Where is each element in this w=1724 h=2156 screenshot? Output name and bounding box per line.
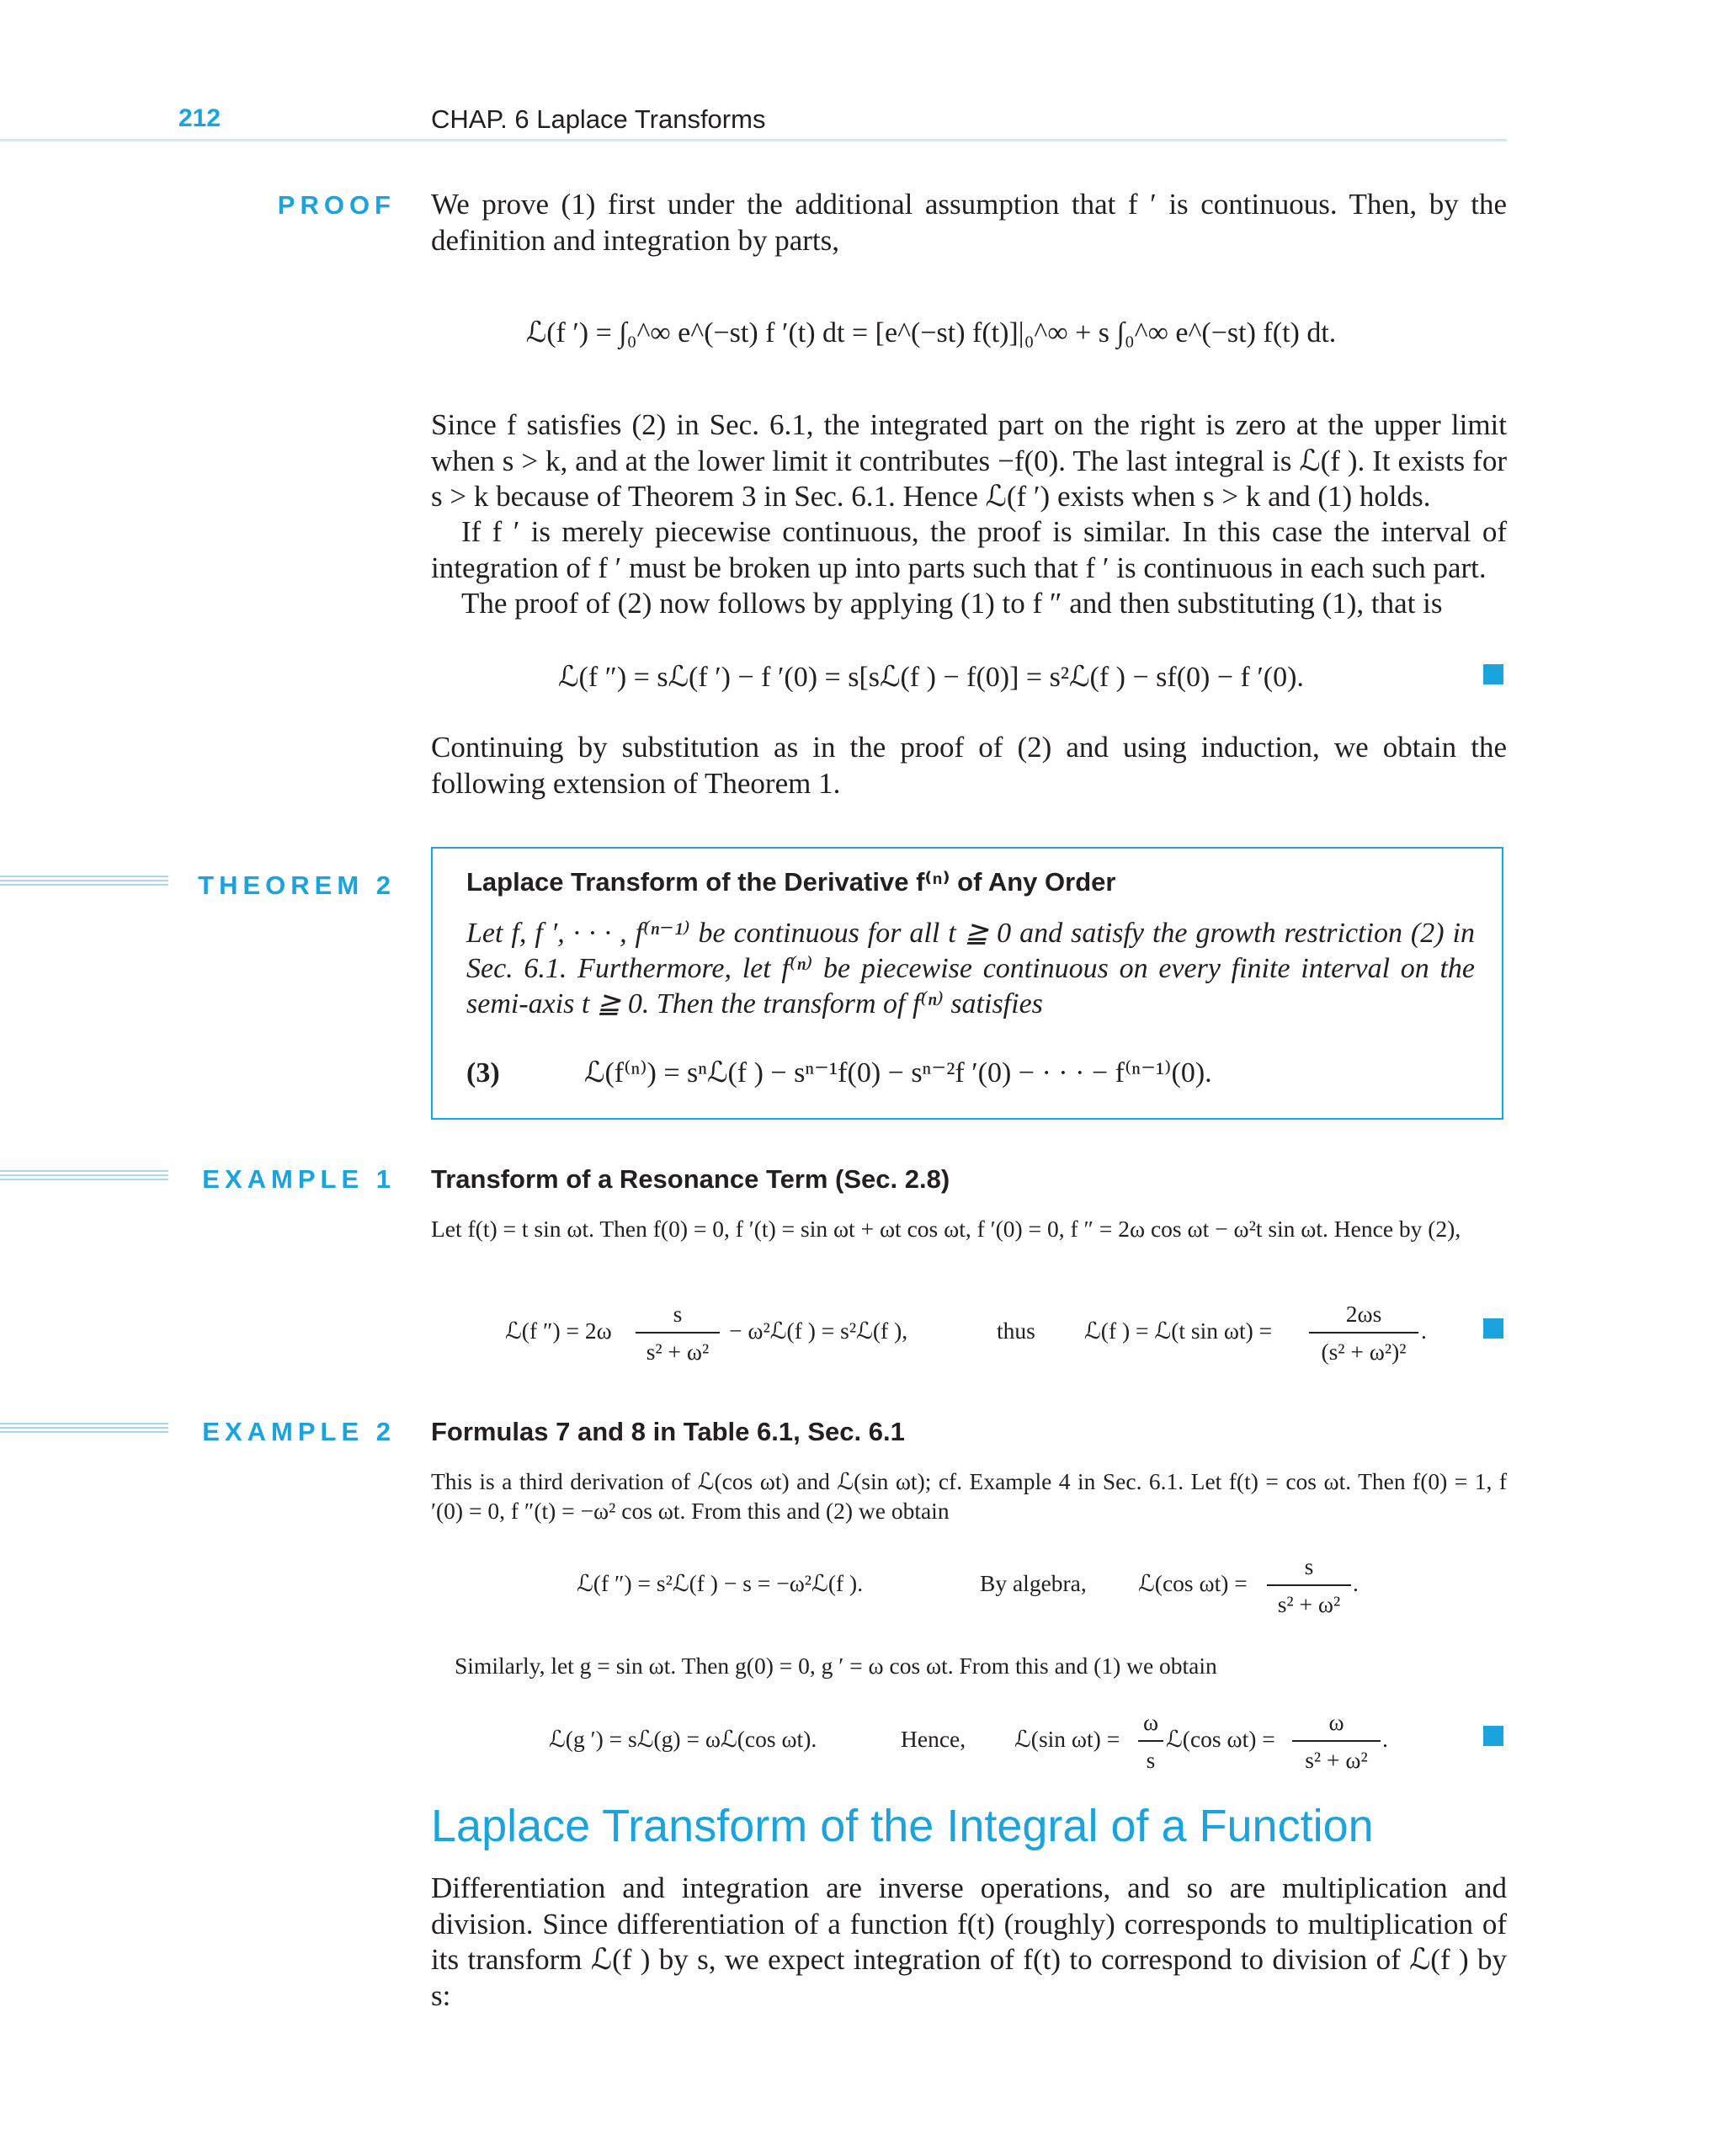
example2-eq2-left: ℒ(g ′) = sℒ(g) = ωℒ(cos ωt). — [549, 1726, 817, 1752]
example2-eq2-right2: ℒ(cos ωt) = — [1166, 1726, 1275, 1752]
qed-square — [1483, 664, 1503, 684]
qed-square — [1483, 1726, 1503, 1746]
fraction-bar — [1138, 1740, 1163, 1742]
example2-frac3-num: ω — [1328, 1709, 1344, 1735]
example2-eq1-mid: By algebra, — [980, 1570, 1087, 1596]
example1-title: Transform of a Resonance Term (Sec. 2.8) — [431, 1164, 950, 1194]
example2-eq1-right: ℒ(cos ωt) = — [1138, 1570, 1248, 1596]
example1-eq-mid: − ω²ℒ(f ) = s²ℒ(f ), — [729, 1318, 908, 1344]
example1-text: Let f(t) = t sin ωt. Then f(0) = 0, f ′(t) = sin ωt + ωt cos ωt, f ′(0) = 0, f ″ = 2ω cos ωt − ω²t sin ωt. Hence by (2), — [431, 1216, 1461, 1242]
example1-thus: thus — [997, 1318, 1035, 1344]
theorem-equation: ℒ(f⁽ⁿ⁾) = sⁿℒ(f ) − sⁿ⁻¹f(0) − sⁿ⁻²f ′(0) − · · · − f⁽ⁿ⁻¹⁾(0). — [584, 1057, 1212, 1089]
theorem-title: Laplace Transform of the Derivative f⁽ⁿ⁾ of Any Order — [466, 867, 1116, 897]
example2-text2: Similarly, let g = sin ωt. Then g(0) = 0, g ′ = ω cos ωt. From this and (1) we obtain — [455, 1653, 1217, 1679]
header-rule — [0, 139, 1507, 141]
example1-eq-left: ℒ(f ″) = 2ω — [505, 1318, 612, 1344]
example1-frac2-num: 2ωs — [1345, 1301, 1382, 1327]
example1-eq-end: . — [1421, 1318, 1427, 1344]
continuation-paragraph: Continuing by substitution as in the proof of (2) and using induction, we obtain the following extension of Theorem 1. — [431, 731, 1507, 800]
example2-frac2-num: ω — [1142, 1709, 1159, 1735]
example2-frac3-den: s² + ω² — [1305, 1747, 1368, 1773]
example1-label: EXAMPLE 1 — [168, 1164, 396, 1195]
proof-equation-2: ℒ(f ″) = sℒ(f ′) − f ′(0) = s[sℒ(f ) − f(0)] = s²ℒ(f ) − sf(0) − f ′(0). — [558, 662, 1304, 693]
example2-frac1-num: s — [1304, 1553, 1314, 1579]
example2-text: This is a third derivation of ℒ(cos ωt) and ℒ(sin ωt); cf. Example 4 in Sec. 6.1. Let f(t) = cos ωt. Then f(0) = 1, f ′(0) = 0, f ″(t) = −ω² cos ωt. From this and (2) we obtain — [431, 1468, 1507, 1524]
example1-frac2-den: (s² + ω²)² — [1321, 1339, 1407, 1365]
page-number: 212 — [178, 104, 221, 132]
example1-eq-right: ℒ(f ) = ℒ(t sin ωt) = — [1084, 1318, 1273, 1344]
fraction-bar — [1292, 1740, 1381, 1742]
proof-paragraph-1: We prove (1) first under the additional assumption that f ′ is continuous. Then, by the definition and integration by parts, — [431, 188, 1507, 257]
equation-number: (3) — [466, 1057, 500, 1089]
example1-frac1-den: s² + ω² — [646, 1339, 710, 1365]
proof-paragraph-4: The proof of (2) now follows by applying (1) to f ″ and then substituting (1), that is — [461, 587, 1443, 620]
example2-frac2-den: s — [1146, 1747, 1156, 1773]
example2-frac1-den: s² + ω² — [1277, 1591, 1341, 1617]
example2-eq1-left: ℒ(f ″) = s²ℒ(f ) − s = −ω²ℒ(f ). — [577, 1570, 864, 1596]
example2-title: Formulas 7 and 8 in Table 6.1, Sec. 6.1 — [431, 1417, 905, 1446]
theorem-label: THEOREM 2 — [168, 870, 396, 901]
fraction-bar — [636, 1332, 720, 1334]
example2-eq2-right: ℒ(sin ωt) = — [1014, 1726, 1120, 1752]
fraction-bar — [1267, 1584, 1351, 1586]
theorem-statement: Let f, f ′, · · · , f⁽ⁿ⁻¹⁾ be continuous for all t ≧ 0 and satisfy the growth restriction (2) in Sec. 6.1. Furthermore, let f⁽ⁿ⁾ be piecewise continuous on every finite interval on the semi-axis t ≧ 0. Then the transform of f⁽ⁿ⁾ satisfies — [466, 918, 1475, 1019]
theorem-box — [431, 847, 1503, 1120]
example2-eq2-mid: Hence, — [901, 1726, 966, 1752]
example2-label: EXAMPLE 2 — [168, 1417, 396, 1447]
fraction-bar — [1309, 1332, 1418, 1334]
running-head: CHAP. 6 Laplace Transforms — [431, 104, 766, 134]
qed-square — [1483, 1318, 1503, 1339]
proof-label: PROOF — [277, 190, 396, 220]
proof-paragraph-2: Since f satisfies (2) in Sec. 6.1, the integrated part on the right is zero at the upper limit when s > k, and at the lower limit it contributes −f(0). The last integral is ℒ(f ). It exists for s > k because of Theorem 3 in Sec. 6.1. Hence ℒ(f ′) exists when s > k and (1) holds. — [431, 408, 1507, 513]
proof-paragraph-3: If f ′ is merely piecewise continuous, the proof is similar. In this case the interval of integration of f ′ must be broken up into parts such that f ′ is continuous in each such part. — [431, 515, 1507, 584]
proof-equation-1: ℒ(f ′) = ∫₀^∞ e^(−st) f ′(t) dt = [e^(−st) f(t)]|₀^∞ + s ∫₀^∞ e^(−st) f(t) dt. — [525, 317, 1337, 349]
example1-frac1-num: s — [673, 1301, 683, 1327]
section-heading: Laplace Transform of the Integral of a Function — [431, 1801, 1374, 1851]
example2-eq1-end: . — [1353, 1570, 1359, 1596]
section-paragraph: Differentiation and integration are inverse operations, and so are multiplication and division. Since differentiation of a function f(t) (roughly) corresponds to multiplication of its transform ℒ(f ) by s, we expect integration of f(t) to correspond to division of ℒ(f ) by s: — [431, 1871, 1507, 2012]
example2-eq2-end: . — [1382, 1726, 1388, 1752]
